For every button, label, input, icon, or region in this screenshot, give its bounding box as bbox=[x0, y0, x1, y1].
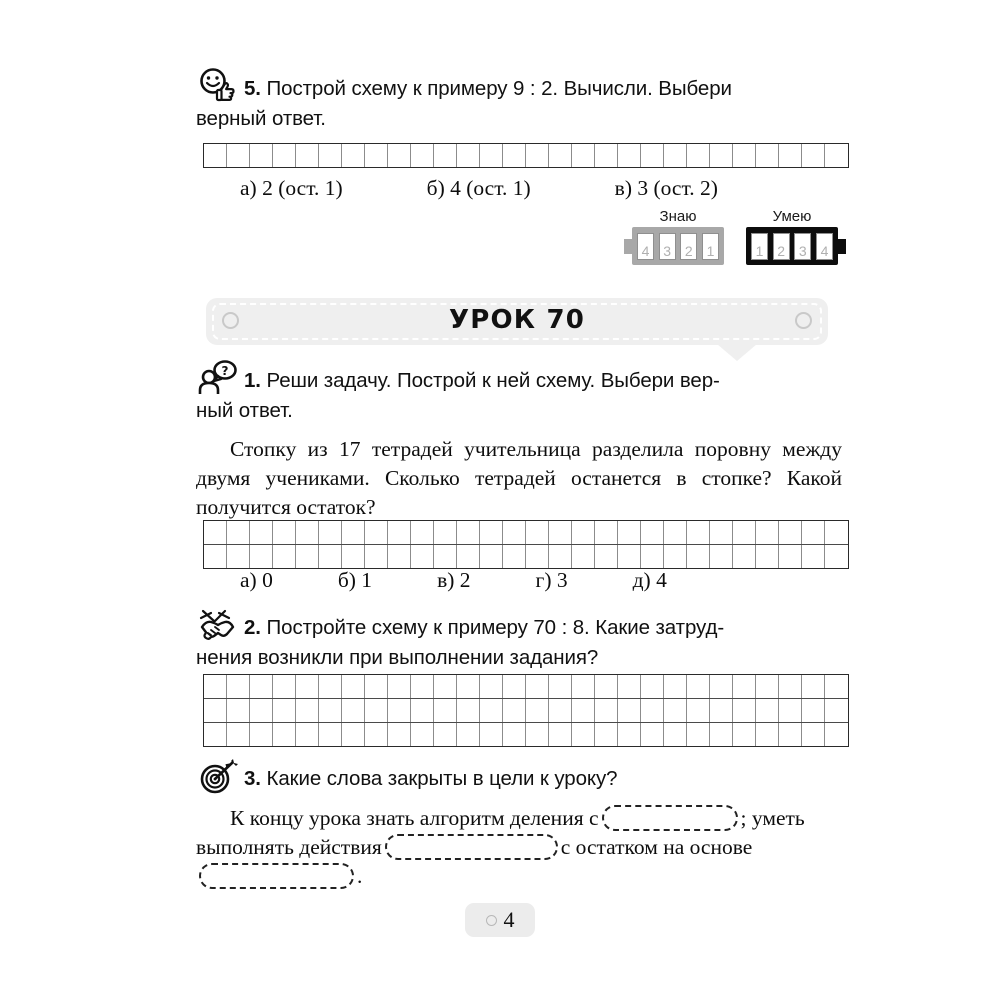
task-2-grid-cell[interactable] bbox=[503, 675, 526, 698]
task-2-grid-cell[interactable] bbox=[526, 699, 549, 722]
task-2-grid-cell[interactable] bbox=[457, 699, 480, 722]
task-1-grid-cell[interactable] bbox=[549, 521, 572, 544]
task-2-grid-cell[interactable] bbox=[710, 699, 733, 722]
task-1-answer-grid[interactable] bbox=[203, 520, 849, 569]
task-2-grid-cell[interactable] bbox=[618, 699, 641, 722]
task-2-grid-cell[interactable] bbox=[480, 723, 503, 746]
task-2-grid-cell[interactable] bbox=[503, 723, 526, 746]
task-1-grid-cell[interactable] bbox=[733, 545, 756, 568]
task-2-instruction-line-2: нения возникли при выполнении задания? bbox=[196, 646, 599, 669]
task-1-grid-cell[interactable] bbox=[227, 521, 250, 544]
task-1-instruction-line-1: Реши задачу. Построй к ней схему. Выбери вер- bbox=[266, 369, 720, 392]
task-2-grid-cell[interactable] bbox=[526, 675, 549, 698]
task-5-grid-cell[interactable] bbox=[618, 144, 641, 167]
task-3-goal-part-6: . bbox=[357, 864, 363, 889]
can-segment-3[interactable]: 3 bbox=[794, 233, 811, 260]
task-5-grid-cell[interactable] bbox=[296, 144, 319, 167]
task-2-grid-cell[interactable] bbox=[411, 699, 434, 722]
task-1-grid-cell[interactable] bbox=[572, 521, 595, 544]
task-5-grid-cell[interactable] bbox=[710, 144, 733, 167]
task-1-grid-cell[interactable] bbox=[687, 545, 710, 568]
task-5-grid-cell[interactable] bbox=[273, 144, 296, 167]
know-battery[interactable] bbox=[632, 227, 724, 265]
task-1-grid-cell[interactable] bbox=[572, 545, 595, 568]
task-5-grid-cell[interactable] bbox=[503, 144, 526, 167]
task-5-number: 5. bbox=[244, 77, 261, 100]
task-2-grid-cell[interactable] bbox=[710, 675, 733, 698]
task-1-option-d[interactable]: г) 3 bbox=[535, 568, 568, 592]
task-5-grid-cell[interactable] bbox=[480, 144, 503, 167]
task-2-grid-cell[interactable] bbox=[480, 699, 503, 722]
task-1-grid-cell[interactable] bbox=[825, 545, 848, 568]
task-1-grid-cell[interactable] bbox=[664, 545, 687, 568]
task-1-grid-cell[interactable] bbox=[227, 545, 250, 568]
task-2-number: 2. bbox=[244, 616, 261, 639]
task-1-grid-cell[interactable] bbox=[273, 521, 296, 544]
know-battery-nub bbox=[624, 239, 632, 254]
task-2-grid-cell[interactable] bbox=[342, 675, 365, 698]
task-1-grid-cell[interactable] bbox=[388, 521, 411, 544]
svg-text:?: ? bbox=[221, 364, 229, 378]
task-1 bbox=[196, 366, 842, 522]
task-5-grid-cell[interactable] bbox=[411, 144, 434, 167]
task-1-grid-cell[interactable] bbox=[342, 545, 365, 568]
task-2-grid-cell[interactable] bbox=[526, 723, 549, 746]
task-2-grid-cell[interactable] bbox=[273, 723, 296, 746]
task-5-grid-cell[interactable] bbox=[779, 144, 802, 167]
can-segment-1[interactable]: 1 bbox=[751, 233, 768, 260]
task-3-number: 3. bbox=[244, 767, 261, 790]
task-1-grid-cell[interactable] bbox=[779, 545, 802, 568]
task-2-grid-cell[interactable] bbox=[204, 699, 227, 722]
task-5-grid-cell[interactable] bbox=[664, 144, 687, 167]
task-3-goal-text bbox=[196, 804, 842, 891]
task-2-grid-cell[interactable] bbox=[664, 699, 687, 722]
task-5-grid-cell[interactable] bbox=[641, 144, 664, 167]
blank-field-2[interactable] bbox=[385, 834, 558, 860]
task-1-instruction-line-2: ный ответ. bbox=[196, 399, 293, 422]
task-1-grid-cell[interactable] bbox=[411, 545, 434, 568]
task-5-grid-cell[interactable] bbox=[319, 144, 342, 167]
task-1-grid-cell[interactable] bbox=[480, 521, 503, 544]
task-5-header bbox=[196, 74, 842, 134]
task-1-grid-cell[interactable] bbox=[595, 521, 618, 544]
task-1-grid-cell[interactable] bbox=[296, 545, 319, 568]
task-1-grid-cell[interactable] bbox=[250, 521, 273, 544]
task-1-grid-cell[interactable] bbox=[434, 521, 457, 544]
task-2-grid-cell[interactable] bbox=[802, 699, 825, 722]
task-1-grid-cell[interactable] bbox=[526, 545, 549, 568]
handshake-icon bbox=[198, 607, 240, 645]
task-5-option-b[interactable]: б) 4 (ост. 1) bbox=[426, 176, 531, 200]
task-1-grid-cell[interactable] bbox=[273, 545, 296, 568]
task-3 bbox=[196, 764, 842, 891]
task-2-header bbox=[196, 613, 842, 673]
task-1-option-e[interactable]: д) 4 bbox=[632, 568, 667, 592]
task-2-grid-cell[interactable] bbox=[388, 723, 411, 746]
task-1-grid-cell[interactable] bbox=[641, 545, 664, 568]
task-3-header bbox=[196, 764, 842, 794]
task-2-grid-cell[interactable] bbox=[641, 723, 664, 746]
task-5-grid-cell[interactable] bbox=[572, 144, 595, 167]
task-5-instruction bbox=[196, 74, 842, 104]
task-2-grid-cell[interactable] bbox=[434, 699, 457, 722]
task-1-grid-cell[interactable] bbox=[825, 521, 848, 544]
task-2-grid-cell[interactable] bbox=[273, 675, 296, 698]
task-2-grid-cell[interactable] bbox=[319, 723, 342, 746]
task-2-grid-cell[interactable] bbox=[779, 723, 802, 746]
task-3-instruction-line-1: Какие слова закрыты в цели к уроку? bbox=[266, 767, 618, 790]
task-2-grid-cell[interactable] bbox=[595, 699, 618, 722]
task-2-grid-cell[interactable] bbox=[204, 675, 227, 698]
task-5-grid-cell[interactable] bbox=[204, 144, 227, 167]
task-2-grid-cell[interactable] bbox=[664, 723, 687, 746]
task-2-instruction bbox=[196, 613, 842, 643]
task-5-grid-cell[interactable] bbox=[549, 144, 572, 167]
task-2-grid-cell[interactable] bbox=[733, 675, 756, 698]
task-5-option-a[interactable]: а) 2 (ост. 1) bbox=[240, 176, 343, 200]
task-2-grid-cell[interactable] bbox=[319, 699, 342, 722]
task-1-grid-row[interactable] bbox=[204, 545, 848, 568]
task-2-grid-cell[interactable] bbox=[802, 675, 825, 698]
task-5-grid-cell[interactable] bbox=[365, 144, 388, 167]
page-number: 4 bbox=[503, 907, 515, 932]
task-2-grid-cell[interactable] bbox=[618, 723, 641, 746]
task-5-grid-cell[interactable] bbox=[526, 144, 549, 167]
task-2-grid-cell[interactable] bbox=[549, 699, 572, 722]
task-1-grid-cell[interactable] bbox=[503, 521, 526, 544]
person-question-icon bbox=[198, 360, 240, 398]
task-2-grid-cell[interactable] bbox=[687, 699, 710, 722]
task-2-grid-cell[interactable] bbox=[549, 723, 572, 746]
can-segment-2[interactable]: 2 bbox=[773, 233, 790, 260]
task-2-grid-cell[interactable] bbox=[503, 699, 526, 722]
task-1-grid-cell[interactable] bbox=[687, 521, 710, 544]
task-2-grid-cell[interactable] bbox=[710, 723, 733, 746]
task-1-grid-cell[interactable] bbox=[595, 545, 618, 568]
task-5-grid-cell[interactable] bbox=[802, 144, 825, 167]
task-1-grid-cell[interactable] bbox=[342, 521, 365, 544]
task-2-grid-cell[interactable] bbox=[411, 675, 434, 698]
task-2-grid-cell[interactable] bbox=[227, 723, 250, 746]
task-2-grid-cell[interactable] bbox=[296, 723, 319, 746]
task-2-grid-cell[interactable] bbox=[388, 675, 411, 698]
task-2-grid-cell[interactable] bbox=[756, 699, 779, 722]
page-footer bbox=[465, 903, 535, 937]
task-2-grid-cell[interactable] bbox=[434, 675, 457, 698]
know-segment-1[interactable]: 1 bbox=[702, 233, 719, 260]
task-1-problem: Стопку из 17 тетрадей учительница разделила поровну между двумя учениками. Сколько тетрадей останется в стопке? Какой получится остаток? bbox=[196, 437, 842, 519]
task-1-grid-cell[interactable] bbox=[664, 521, 687, 544]
task-5-grid-cell[interactable] bbox=[825, 144, 848, 167]
task-1-grid-cell[interactable] bbox=[756, 521, 779, 544]
task-1-grid-cell[interactable] bbox=[526, 521, 549, 544]
task-3-goal-part-1: К концу урока знать алгоритм деления с bbox=[230, 806, 599, 830]
self-assessment-know bbox=[632, 208, 724, 265]
task-2-grid-cell[interactable] bbox=[572, 699, 595, 722]
task-2-grid-cell[interactable] bbox=[250, 675, 273, 698]
task-2-grid-cell[interactable] bbox=[434, 723, 457, 746]
lesson-banner bbox=[206, 298, 828, 345]
task-2-grid-cell[interactable] bbox=[457, 723, 480, 746]
task-3-goal-part-2: ; bbox=[740, 806, 747, 830]
task-1-option-b[interactable]: б) 1 bbox=[337, 568, 373, 592]
task-5-grid-cell[interactable] bbox=[250, 144, 273, 167]
task-2-grid-cell[interactable] bbox=[296, 699, 319, 722]
task-2-grid-cell[interactable] bbox=[411, 723, 434, 746]
task-2-grid-cell[interactable] bbox=[572, 723, 595, 746]
task-2-grid-cell[interactable] bbox=[342, 699, 365, 722]
task-1-grid-cell[interactable] bbox=[710, 545, 733, 568]
task-2-grid-cell[interactable] bbox=[779, 675, 802, 698]
task-5-grid-cell[interactable] bbox=[388, 144, 411, 167]
task-1-grid-cell[interactable] bbox=[480, 545, 503, 568]
task-2-grid-cell[interactable] bbox=[480, 675, 503, 698]
task-1-grid-cell[interactable] bbox=[618, 545, 641, 568]
task-5-grid-cell[interactable] bbox=[434, 144, 457, 167]
task-2-grid-cell[interactable] bbox=[365, 723, 388, 746]
blank-field-3[interactable] bbox=[199, 863, 354, 889]
task-2-grid-row[interactable] bbox=[204, 699, 848, 723]
task-1-grid-cell[interactable] bbox=[204, 545, 227, 568]
task-5-grid-cell[interactable] bbox=[733, 144, 756, 167]
task-2-grid-cell[interactable] bbox=[825, 675, 848, 698]
can-battery[interactable] bbox=[746, 227, 838, 265]
task-2-grid-cell[interactable] bbox=[733, 723, 756, 746]
task-2-grid-cell[interactable] bbox=[365, 675, 388, 698]
task-1-option-a[interactable]: а) 0 bbox=[240, 568, 273, 592]
task-1-grid-cell[interactable] bbox=[434, 545, 457, 568]
task-2-grid-cell[interactable] bbox=[641, 699, 664, 722]
task-2-grid-cell[interactable] bbox=[779, 699, 802, 722]
task-2-grid-cell[interactable] bbox=[250, 699, 273, 722]
task-3-goal-part-5: основе bbox=[689, 835, 753, 860]
task-1-grid-cell[interactable] bbox=[779, 521, 802, 544]
task-5-instruction-line-2: верный ответ. bbox=[196, 107, 326, 130]
task-2-grid-cell[interactable] bbox=[342, 723, 365, 746]
task-2-grid-row[interactable] bbox=[204, 675, 848, 699]
task-2-grid-cell[interactable] bbox=[802, 723, 825, 746]
task-5-option-c[interactable]: в) 3 (ост. 2) bbox=[614, 176, 718, 200]
task-1-grid-cell[interactable] bbox=[618, 521, 641, 544]
know-segment-4[interactable]: 4 bbox=[637, 233, 654, 260]
task-2-grid-cell[interactable] bbox=[618, 675, 641, 698]
task-2-grid-cell[interactable] bbox=[756, 675, 779, 698]
task-2-grid-cell[interactable] bbox=[273, 699, 296, 722]
task-1-number: 1. bbox=[244, 369, 261, 392]
task-2-grid-cell[interactable] bbox=[250, 723, 273, 746]
know-segment-3[interactable]: 3 bbox=[659, 233, 676, 260]
task-1-grid-cell[interactable] bbox=[549, 545, 572, 568]
task-2-grid-cell[interactable] bbox=[641, 675, 664, 698]
task-2-grid-cell[interactable] bbox=[595, 675, 618, 698]
task-1-grid-cell[interactable] bbox=[319, 545, 342, 568]
task-1-grid-cell[interactable] bbox=[388, 545, 411, 568]
task-1-grid-cell[interactable] bbox=[365, 521, 388, 544]
task-1-grid-cell[interactable] bbox=[802, 521, 825, 544]
self-assessment-can bbox=[746, 208, 838, 265]
task-1-grid-cell[interactable] bbox=[457, 545, 480, 568]
smiley-thumbs-up-icon bbox=[198, 68, 240, 106]
task-1-grid-cell[interactable] bbox=[756, 545, 779, 568]
task-1-grid-cell[interactable] bbox=[365, 545, 388, 568]
task-1-problem-text bbox=[196, 435, 842, 522]
blank-field-1[interactable] bbox=[602, 805, 738, 831]
task-1-instruction bbox=[196, 366, 842, 396]
task-2-grid-cell[interactable] bbox=[204, 723, 227, 746]
task-2-grid-cell[interactable] bbox=[365, 699, 388, 722]
task-2-grid-cell[interactable] bbox=[687, 723, 710, 746]
task-1-grid-cell[interactable] bbox=[319, 521, 342, 544]
task-1-header bbox=[196, 366, 842, 426]
task-2-grid-cell[interactable] bbox=[756, 723, 779, 746]
task-5-grid-cell[interactable] bbox=[227, 144, 250, 167]
task-1-grid-cell[interactable] bbox=[250, 545, 273, 568]
task-1-grid-cell[interactable] bbox=[733, 521, 756, 544]
task-2-grid-cell[interactable] bbox=[825, 699, 848, 722]
task-2-grid-cell[interactable] bbox=[572, 675, 595, 698]
task-5-grid-cell[interactable] bbox=[756, 144, 779, 167]
task-1-options bbox=[240, 568, 810, 593]
task-2-grid-cell[interactable] bbox=[664, 675, 687, 698]
task-3-goal-part-4: с остатком на bbox=[560, 835, 685, 860]
task-2-grid-cell[interactable] bbox=[296, 675, 319, 698]
task-5-answer-grid[interactable] bbox=[203, 143, 849, 168]
task-2-grid-cell[interactable] bbox=[388, 699, 411, 722]
task-2-answer-grid[interactable] bbox=[203, 674, 849, 747]
task-1-grid-cell[interactable] bbox=[710, 521, 733, 544]
target-dart-icon bbox=[198, 758, 240, 796]
task-1-grid-row[interactable] bbox=[204, 521, 848, 545]
can-battery-nub bbox=[838, 239, 846, 254]
task-2 bbox=[196, 613, 842, 673]
can-label: Умею bbox=[772, 208, 812, 225]
know-label: Знаю bbox=[659, 208, 697, 225]
task-1-grid-cell[interactable] bbox=[457, 521, 480, 544]
task-2-grid-cell[interactable] bbox=[457, 675, 480, 698]
task-1-grid-cell[interactable] bbox=[641, 521, 664, 544]
task-5-options bbox=[240, 176, 800, 201]
lesson-title: УРОК 70 bbox=[448, 305, 586, 335]
task-2-grid-row[interactable] bbox=[204, 723, 848, 746]
task-1-grid-cell[interactable] bbox=[411, 521, 434, 544]
task-5-grid-cell[interactable] bbox=[687, 144, 710, 167]
task-2-grid-cell[interactable] bbox=[227, 699, 250, 722]
task-2-grid-cell[interactable] bbox=[319, 675, 342, 698]
task-5-grid-cell[interactable] bbox=[595, 144, 618, 167]
task-2-grid-cell[interactable] bbox=[825, 723, 848, 746]
task-2-grid-cell[interactable] bbox=[549, 675, 572, 698]
task-5-grid-cell[interactable] bbox=[457, 144, 480, 167]
task-1-grid-cell[interactable] bbox=[802, 545, 825, 568]
lesson-banner-pointer bbox=[717, 344, 757, 361]
task-3-instruction bbox=[196, 764, 842, 794]
task-2-instruction-line-1: Постройте схему к примеру 70 : 8. Какие затруд- bbox=[266, 616, 725, 639]
task-2-grid-cell[interactable] bbox=[687, 675, 710, 698]
circle-outline-icon bbox=[486, 915, 497, 926]
know-segment-2[interactable]: 2 bbox=[680, 233, 697, 260]
task-3-goal-part-3: уметь выполнять действия bbox=[196, 806, 805, 860]
task-1-grid-cell[interactable] bbox=[204, 521, 227, 544]
task-2-grid-cell[interactable] bbox=[733, 699, 756, 722]
task-1-grid-cell[interactable] bbox=[296, 521, 319, 544]
task-1-option-c[interactable]: в) 2 bbox=[437, 568, 471, 592]
task-5-instruction-line-1: Построй схему к примеру 9 : 2. Вычисли. Выбери bbox=[266, 77, 732, 100]
can-segment-4[interactable]: 4 bbox=[816, 233, 833, 260]
task-5-grid-cell[interactable] bbox=[342, 144, 365, 167]
task-5-grid-row[interactable] bbox=[204, 144, 848, 167]
task-1-grid-cell[interactable] bbox=[503, 545, 526, 568]
task-2-grid-cell[interactable] bbox=[595, 723, 618, 746]
task-2-grid-cell[interactable] bbox=[227, 675, 250, 698]
task-5 bbox=[196, 74, 842, 134]
